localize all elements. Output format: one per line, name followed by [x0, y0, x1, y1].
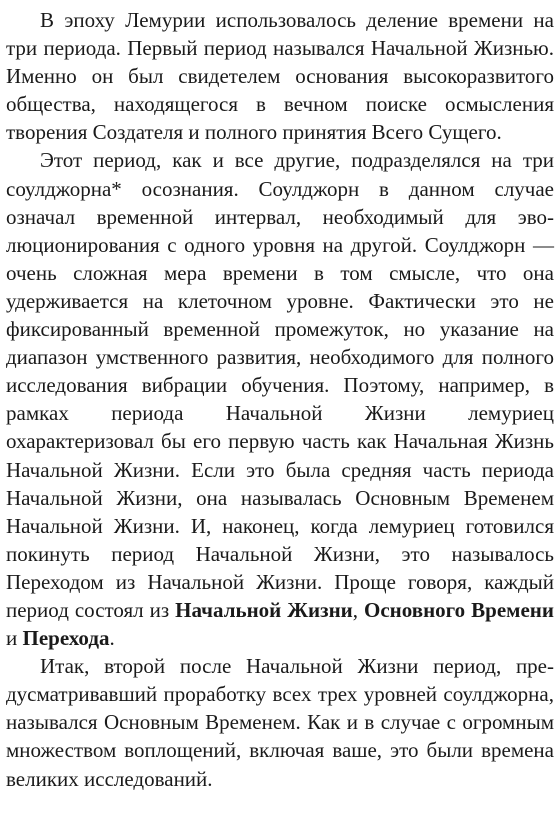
bold-term-main-time: Основного Времени	[364, 597, 554, 622]
paragraph-2	[6, 146, 554, 652]
paragraph-2-end: .	[109, 626, 115, 651]
bold-term-transition: Перехода	[22, 626, 110, 651]
paragraph-1: В эпоху Лемурии использовалось деление времени на три периода. Первый период назывался Начальной Жизнью. Именно он был свидетелем основания высокоразвитого общества, находящегося в вечном поиске осмысления творения Создателя и полного принятия Всего Сущего.	[6, 8, 554, 145]
document-page	[6, 0, 554, 822]
separator-comma: ,	[352, 597, 364, 622]
separator-and: и	[6, 626, 23, 651]
bold-term-initial-life: Начальной Жизни	[175, 597, 353, 622]
paragraph-2-text: Этот период, как и все другие, подразделялся на три соулджорна* осознания. Соулджорн в данном случае означал временной интервал, необходимый для эволюционирования с одного уровня на другой. Соулджорн — очень сложная мера времени в том смысле, что она удерживается на клеточном уровне. Фактически это не фиксированный временной промежуток, но указание на диапазон умственного развития, необходимого для полного исследования вибрации обучения. Поэтому, например, в рамках периода Начальной Жизни лемуриец охарактеризовал бы его первую часть как Начальная Жизнь Начальной Жизни. Если это была средняя часть периода Начальной Жизни, она называлась Основным Временем Начальной Жизни. И, наконец, когда лемуриец готовился покинуть период Начальной Жизни, это называлось Переходом из Начальной Жизни. Проще говоря, каждый период состоял из	[6, 148, 554, 622]
paragraph-3: Итак, второй после Начальной Жизни период, предусматривавший проработку всех трех уровней соулджорна, назывался Основным Временем. Как и в случае с огромным множеством воплощений, включая ваше, это были времена великих исследований.	[6, 654, 554, 791]
